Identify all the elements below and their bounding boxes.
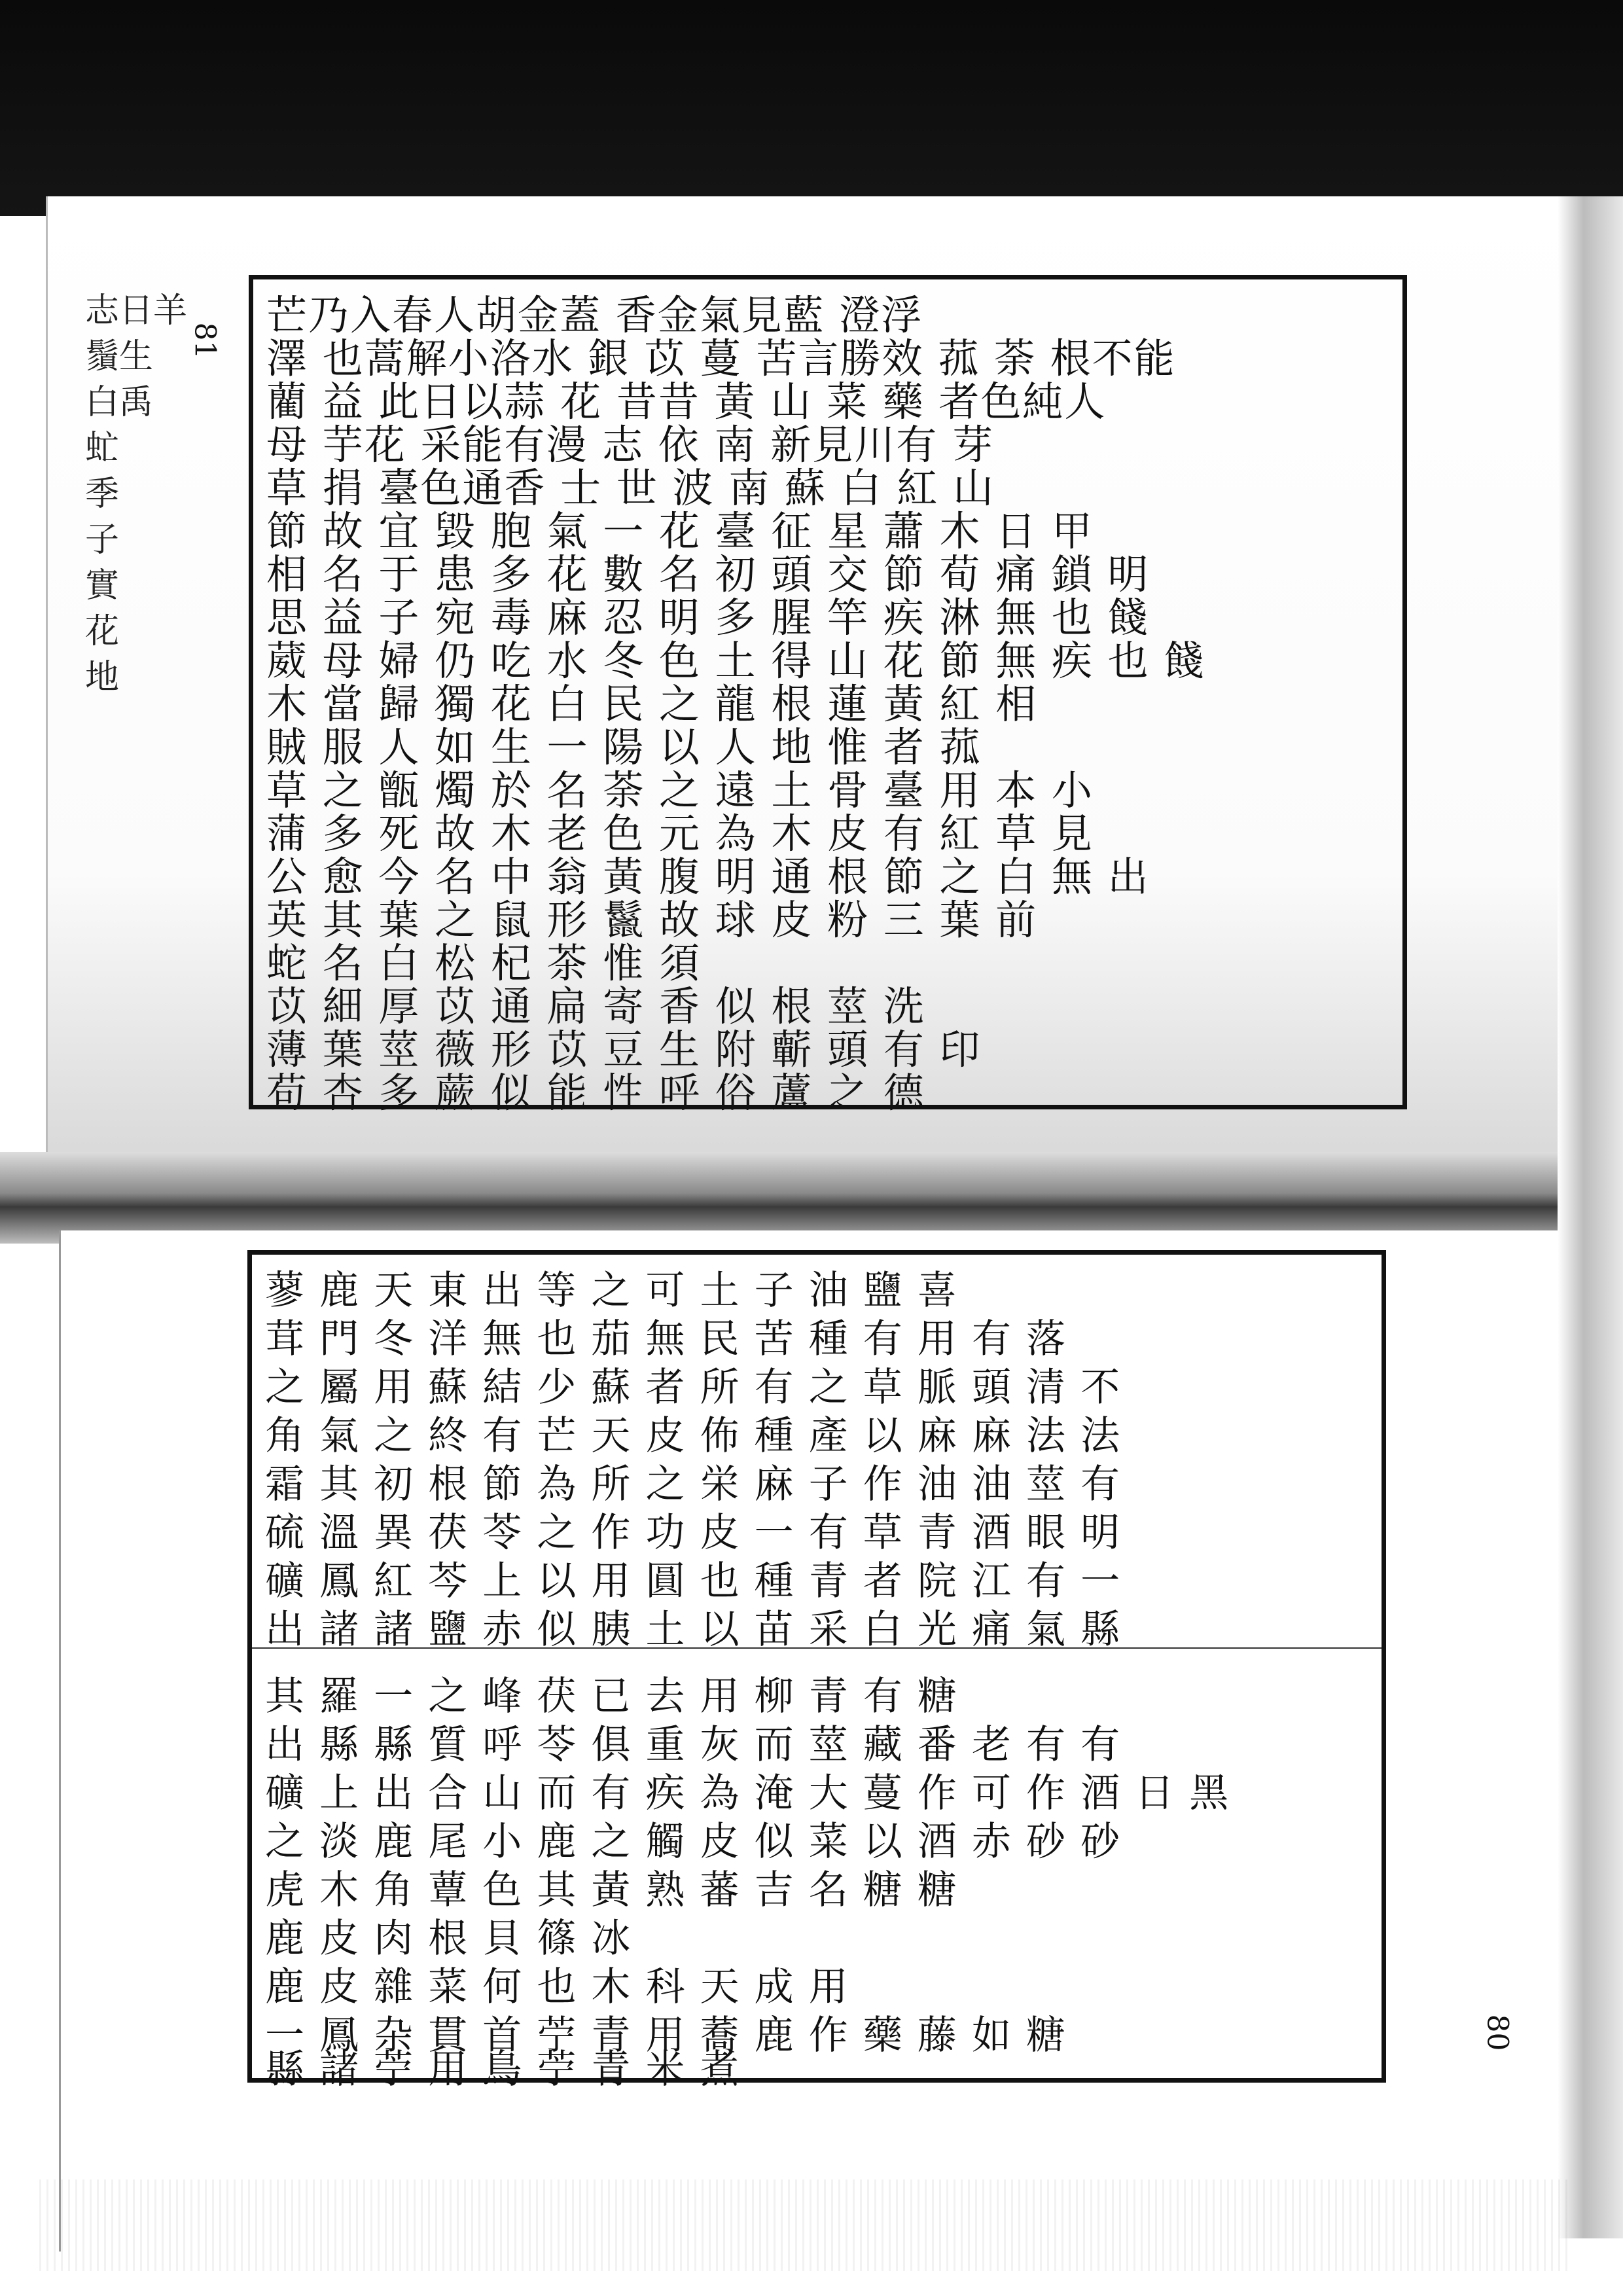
- fragment: 虻: [85, 429, 120, 468]
- text-column: 虎 木 角 蕈 色 其 黃 熟 蕃 吉 名 糖 糖: [265, 1867, 958, 1913]
- text-column: 思 益 子 宛 毒 麻 忍 明 多 腥 竿 疾 淋 無 也 餞: [266, 594, 1150, 641]
- fragment: 志日羊: [85, 291, 188, 331]
- text-column: 葳 母 婦 仍 吃 水 冬 色 土 得 山 花 節 無 疾 也 餞: [266, 637, 1206, 685]
- text-column: 草 捐 臺色通香 士 世 波 南 蘇 白 紅 山: [266, 464, 995, 512]
- page-number-80: 80: [1480, 2014, 1514, 2051]
- fragment: 季: [85, 475, 120, 514]
- text-column: 出 諸 諸 鹽 赤 似 胰 土 以 苗 采 白 光 痛 氣 縣: [265, 1607, 1122, 1653]
- text-column: 茸 門 冬 洋 無 也 茄 無 民 苦 種 有 用 有 落: [265, 1316, 1067, 1362]
- text-column: 縣 諸 苧 用 鳥 苧 青 米 煮: [265, 2047, 741, 2092]
- page-edge: [1558, 196, 1623, 2238]
- text-column: 礦 上 出 合 山 而 有 疾 為 淹 大 蔓 作 可 作 酒 日 黑: [265, 1770, 1230, 1816]
- text-column: 其 羅 一 之 峰 茯 已 去 用 柳 青 有 糖: [265, 1674, 958, 1719]
- text-column: 相 名 于 患 多 花 數 名 初 頭 交 節 荀 痛 鎖 明: [266, 550, 1150, 598]
- text-column: 之 屬 用 蘇 結 少 蘇 者 所 有 之 草 脈 頭 清 不: [265, 1365, 1122, 1410]
- text-column: 母 芋花 采能有漫 志 依 南 新見川有 芽: [266, 421, 994, 469]
- text-column: 出 縣 縣 質 呼 苓 俱 重 灰 而 莖 藏 番 老 有 有: [265, 1722, 1122, 1768]
- text-column: 鹿 皮 雜 菜 何 也 木 科 天 成 用: [265, 1964, 849, 2010]
- text-column: 鹿 皮 肉 根 貝 篠 冰: [265, 1916, 632, 1962]
- text-column: 草 之 甑 燭 於 名 荼 之 遠 土 骨 臺 用 本 小: [266, 766, 1094, 814]
- background-dark-top: [0, 0, 1623, 216]
- page-number-81: 81: [188, 322, 222, 359]
- book-spine-shadow: [0, 1152, 1623, 1244]
- text-column: 英 其 葉 之 鼠 形 鬣 故 球 皮 粉 三 葉 前: [266, 896, 1038, 944]
- text-column: 賊 服 人 如 生 一 陽 以 人 地 惟 者 菰: [266, 723, 982, 771]
- text-column: 芒乃入春人胡金蓋 香金氣見藍 澄浮: [266, 291, 923, 339]
- text-panel-page-80: [247, 1250, 1386, 2092]
- text-column: 苡 細 厚 苡 通 扁 寄 香 似 根 莖 洗: [266, 982, 925, 1030]
- fragment: 實: [85, 566, 120, 605]
- scan-noise: [39, 2179, 1571, 2271]
- fragment: 鬚生: [85, 337, 154, 376]
- text-column: 節 故 宜 毀 胞 氣 一 花 臺 征 星 蕭 木 日 甲: [266, 507, 1094, 555]
- text-column: 霜 其 初 根 節 為 所 之 栄 麻 子 作 油 油 莖 有: [265, 1462, 1122, 1507]
- text-column: 苟 杏 多 蕨 似 能 性 呼 俗 蘆 之 德: [266, 1069, 925, 1117]
- text-column: 蛇 名 白 松 杞 茶 惟 須: [266, 939, 701, 987]
- text-column: 木 當 歸 獨 花 白 民 之 龍 根 蓮 黃 紅 相: [266, 680, 1038, 728]
- text-column: 澤 也蒿解小洛水 銀 苡 蔓 苦言勝效 菰 荼 根不能: [266, 334, 1176, 382]
- text-column: 硫 溫 異 茯 苓 之 作 功 皮 一 有 草 青 酒 眼 明: [265, 1510, 1122, 1556]
- text-column: 之 淡 鹿 尾 小 鹿 之 觸 皮 似 菜 以 酒 赤 砂 砂: [265, 1819, 1122, 1865]
- text-column: 公 愈 今 名 中 翁 黃 腹 明 通 根 節 之 白 無 出: [266, 853, 1150, 901]
- text-column: 礦 鳳 紅 芩 上 以 用 圓 也 種 青 者 院 江 有 一: [265, 1558, 1122, 1604]
- text-column: 角 氣 之 終 有 芒 天 皮 佈 種 產 以 麻 麻 法 法: [265, 1413, 1122, 1459]
- text-column: 蒲 多 死 故 木 老 色 元 為 木 皮 有 紅 草 見: [266, 810, 1094, 857]
- text-column: 藺 益 此日以蒜 花 昔昔 黃 山 菜 藥 者色純人: [266, 378, 1107, 425]
- text-panel-page-81: [249, 275, 1407, 1117]
- left-margin-fragment: [85, 288, 242, 700]
- fragment: 子: [85, 520, 120, 560]
- fragment: 地: [85, 658, 120, 697]
- text-column: 薄 葉 莖 薇 形 苡 豆 生 附 蘄 頭 有 印: [266, 1026, 982, 1073]
- text-column: 蓼 鹿 天 東 出 等 之 可 土 子 油 鹽 喜: [265, 1268, 958, 1314]
- fragment: 花: [85, 612, 120, 651]
- text-column: 一 鳳 杂 貫 首 苧 青 用 蕎 鹿 作 藥 藤 如 糖: [265, 2013, 1067, 2058]
- fragment: 白禹: [85, 383, 154, 422]
